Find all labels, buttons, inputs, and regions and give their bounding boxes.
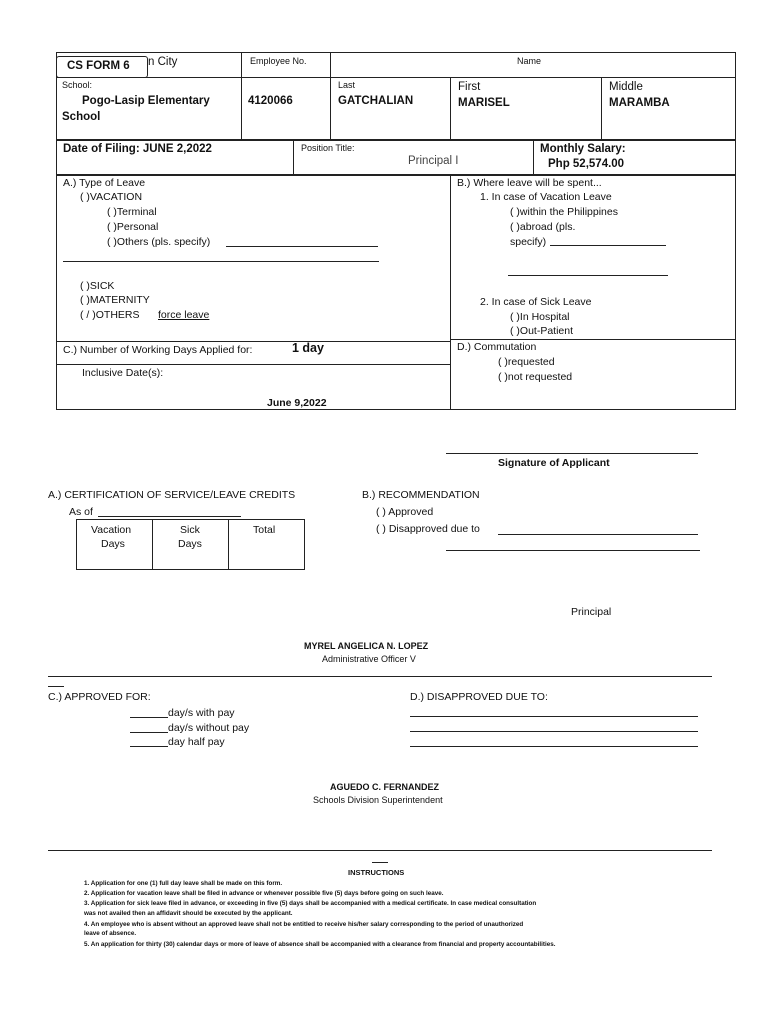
admin-officer-name: MYREL ANGELICA N. LOPEZ <box>304 641 429 651</box>
instruction-item: 4. An employee who is absent without an approved leave shall not be entitled to receive his/her salary corresponding to the period of unauthorized <box>84 921 524 928</box>
instruction-item: 1. Application for one (1) full day leave shall be made on this form. <box>84 880 283 887</box>
days-without-pay: day/s without pay <box>168 722 250 734</box>
last-value: GATCHALIAN <box>338 95 414 107</box>
abroad-option[interactable]: ( )abroad (pls. <box>510 221 576 233</box>
disapproved-option[interactable]: ( ) Disapproved due to <box>376 523 480 535</box>
requested-option[interactable]: ( )requested <box>498 356 555 368</box>
first-label: First <box>458 81 481 93</box>
superintendent-title: Schools Division Superintendent <box>313 795 443 805</box>
abroad-specify: specify) <box>510 236 547 248</box>
within-philippines-option[interactable]: ( )within the Philippines <box>510 206 618 218</box>
superintendent-name: AGUEDO C. FERNANDEZ <box>330 782 440 792</box>
col-sick-1: Sick <box>180 524 200 536</box>
inclusive-dates-label: Inclusive Date(s): <box>82 367 164 379</box>
first-value: MARISEL <box>458 97 510 109</box>
sick-option[interactable]: ( )SICK <box>80 280 115 292</box>
instructions-heading: INSTRUCTIONS <box>348 868 405 877</box>
monthly-salary-label: Monthly Salary: <box>540 143 626 155</box>
approved-option[interactable]: ( ) Approved <box>376 506 434 518</box>
terminal-option[interactable]: ( )Terminal <box>107 206 157 218</box>
commutation-heading: D.) Commutation <box>457 341 537 353</box>
working-days-label: C.) Number of Working Days Applied for: <box>63 344 253 356</box>
in-hospital-option[interactable]: ( )In Hospital <box>510 311 570 323</box>
signature-of-applicant: Signature of Applicant <box>498 457 610 469</box>
maternity-option[interactable]: ( )MATERNITY <box>80 294 150 306</box>
office-suffix: n City <box>148 56 178 68</box>
others-value: force leave <box>158 309 210 321</box>
school-value-1: Pogo-Lasip Elementary <box>82 95 210 107</box>
type-of-leave-heading: A.) Type of Leave <box>63 177 146 189</box>
school-label: School: <box>62 80 93 90</box>
where-spent-heading: B.) Where leave will be spent... <box>457 177 602 189</box>
col-sick-2: Days <box>178 538 202 550</box>
out-patient-option[interactable]: ( )Out-Patient <box>510 325 574 337</box>
as-of-label: As of <box>69 506 93 518</box>
position-title-value: Principal I <box>408 155 459 167</box>
certification-heading: A.) CERTIFICATION OF SERVICE/LEAVE CREDITS <box>48 489 296 501</box>
col-vacation-2: Days <box>101 538 125 550</box>
school-value-2: School <box>62 111 101 123</box>
employee-no-value: 4120066 <box>248 95 293 107</box>
approved-for-heading: C.) APPROVED FOR: <box>48 691 151 703</box>
date-of-filing: Date of Filing: JUNE 2,2022 <box>63 143 212 155</box>
days-with-pay: day/s with pay <box>168 707 235 719</box>
instruction-item: was not availed then an affidavit should be executed by the applicant. <box>84 910 293 917</box>
recommendation-heading: B.) RECOMMENDATION <box>362 489 480 501</box>
instruction-item: leave of absence. <box>84 930 137 937</box>
position-title-label: Position Title: <box>301 143 355 153</box>
col-vacation-1: Vacation <box>91 524 132 536</box>
name-label: Name <box>517 56 542 66</box>
personal-option[interactable]: ( )Personal <box>107 221 159 233</box>
others-option[interactable]: ( / )OTHERS <box>80 309 140 321</box>
form-tag-label: CS FORM 6 <box>67 60 130 72</box>
disapproved-heading: D.) DISAPPROVED DUE TO: <box>410 691 548 703</box>
principal-title: Principal <box>571 606 612 618</box>
middle-label: Middle <box>609 81 643 93</box>
sick-case: 2. In case of Sick Leave <box>480 296 592 308</box>
instruction-item: 5. An application for thirty (30) calendar days or more of leave of absence shall be accompanied with a clearance from financial and property accountabilities. <box>84 941 556 948</box>
others-specify-option[interactable]: ( )Others (pls. specify) <box>107 236 211 248</box>
employee-no-label: Employee No. <box>250 56 307 66</box>
monthly-salary-value: Php 52,574.00 <box>548 158 625 170</box>
inclusive-dates-value: June 9,2022 <box>267 397 327 409</box>
day-half-pay: day half pay <box>168 736 225 748</box>
col-total: Total <box>253 524 276 536</box>
last-label: Last <box>338 80 356 90</box>
admin-officer-title: Administrative Officer V <box>322 654 416 664</box>
vacation-case: 1. In case of Vacation Leave <box>480 191 612 203</box>
middle-value: MARAMBA <box>609 97 670 109</box>
instruction-item: 2. Application for vacation leave shall be filed in advance or whenever possible five (5) days before going on such leave. <box>84 890 444 897</box>
instruction-item: 3. Application for sick leave filed in advance, or exceeding in five (5) days shall be accompanied with a medical certificate. In case medical consultation <box>84 900 537 907</box>
not-requested-option[interactable]: ( )not requested <box>498 371 573 383</box>
working-days-value: 1 day <box>292 341 324 355</box>
vacation-option[interactable]: ( )VACATION <box>80 191 143 203</box>
